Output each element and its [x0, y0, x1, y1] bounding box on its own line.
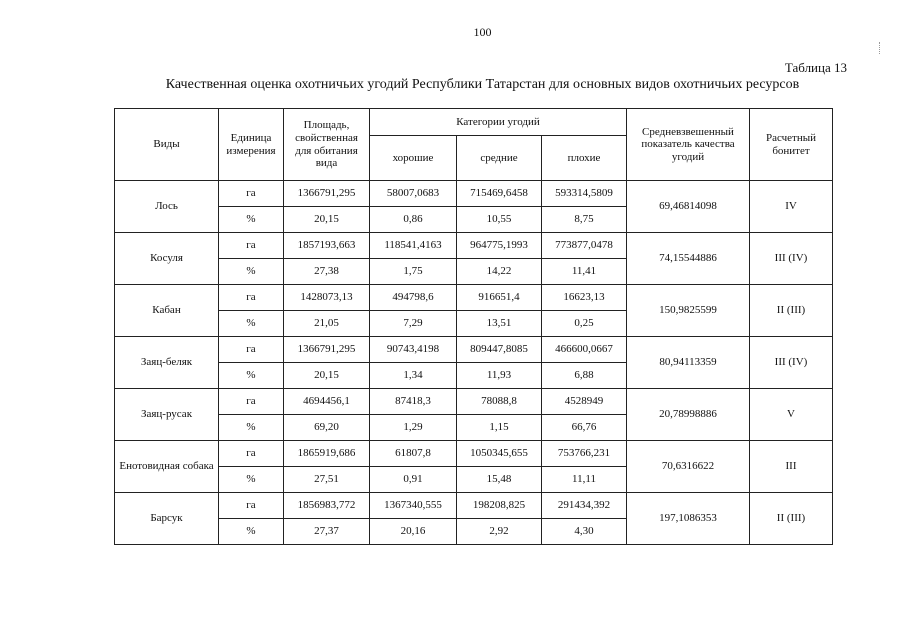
table-row: [115, 441, 833, 467]
weighted-cell: 197,1086353: [627, 493, 750, 545]
header-categories: Категории угодий: [370, 109, 627, 136]
unit-cell: %: [219, 519, 284, 545]
unit-cell: га: [219, 233, 284, 259]
unit-cell: %: [219, 467, 284, 493]
species-cell: Заяц-беляк: [115, 337, 219, 389]
weighted-cell: 80,94113359: [627, 337, 750, 389]
good-cell: 7,29: [370, 311, 457, 337]
unit-cell: %: [219, 415, 284, 441]
table-row: [115, 285, 833, 311]
good-cell: 1,75: [370, 259, 457, 285]
bad-cell: 753766,231: [542, 441, 627, 467]
species-cell: Енотовидная собака: [115, 441, 219, 493]
unit-cell: га: [219, 181, 284, 207]
species-cell: Барсук: [115, 493, 219, 545]
medium-cell: 78088,8: [457, 389, 542, 415]
area-cell: 27,38: [284, 259, 370, 285]
species-cell: Лось: [115, 181, 219, 233]
medium-cell: 13,51: [457, 311, 542, 337]
bad-cell: 593314,5809: [542, 181, 627, 207]
area-cell: 27,51: [284, 467, 370, 493]
area-cell: 1856983,772: [284, 493, 370, 519]
bad-cell: 773877,0478: [542, 233, 627, 259]
good-cell: 58007,0683: [370, 181, 457, 207]
species-cell: Косуля: [115, 233, 219, 285]
good-cell: 61807,8: [370, 441, 457, 467]
area-cell: 1366791,295: [284, 181, 370, 207]
bonitet-cell: III (IV): [750, 337, 833, 389]
bad-cell: 4,30: [542, 519, 627, 545]
bad-cell: 6,88: [542, 363, 627, 389]
weighted-cell: 70,6316622: [627, 441, 750, 493]
area-cell: 4694456,1: [284, 389, 370, 415]
medium-cell: 11,93: [457, 363, 542, 389]
good-cell: 0,86: [370, 207, 457, 233]
good-cell: 1367340,555: [370, 493, 457, 519]
table-caption: Таблица 13: [784, 60, 847, 75]
medium-cell: 1050345,655: [457, 441, 542, 467]
header-unit: Единица измерения: [219, 109, 284, 181]
medium-cell: 809447,8085: [457, 337, 542, 363]
bad-cell: 291434,392: [542, 493, 627, 519]
bad-cell: 4528949: [542, 389, 627, 415]
medium-cell: 715469,6458: [457, 181, 542, 207]
species-cell: Заяц-русак: [115, 389, 219, 441]
good-cell: 118541,4163: [370, 233, 457, 259]
area-cell: 1366791,295: [284, 337, 370, 363]
good-cell: 494798,6: [370, 285, 457, 311]
bonitet-cell: II (III): [750, 285, 833, 337]
weighted-cell: 20,78998886: [627, 389, 750, 441]
area-cell: 20,15: [284, 363, 370, 389]
medium-cell: 198208,825: [457, 493, 542, 519]
table-row: [115, 337, 833, 363]
unit-cell: га: [219, 337, 284, 363]
medium-cell: 15,48: [457, 467, 542, 493]
good-cell: 0,91: [370, 467, 457, 493]
header-row-top: [115, 109, 833, 136]
header-medium: средние: [457, 136, 542, 181]
area-cell: 69,20: [284, 415, 370, 441]
header-good: хорошие: [370, 136, 457, 181]
table-title: Качественная оценка охотничьих угодий Республики Татарстан для основных видов охотничьих ресурсов: [165, 77, 800, 92]
medium-cell: 2,92: [457, 519, 542, 545]
unit-cell: га: [219, 389, 284, 415]
medium-cell: 10,55: [457, 207, 542, 233]
header-weighted: Средневзвешенный показатель качества угодий: [627, 109, 750, 181]
table-row: [115, 233, 833, 259]
unit-cell: %: [219, 311, 284, 337]
area-cell: 1428073,13: [284, 285, 370, 311]
bonitet-cell: II (III): [750, 493, 833, 545]
good-cell: 20,16: [370, 519, 457, 545]
good-cell: 87418,3: [370, 389, 457, 415]
medium-cell: 964775,1993: [457, 233, 542, 259]
bad-cell: 11,41: [542, 259, 627, 285]
bad-cell: 16623,13: [542, 285, 627, 311]
table-row: [115, 181, 833, 207]
area-cell: 1857193,663: [284, 233, 370, 259]
good-cell: 1,29: [370, 415, 457, 441]
header-area: Площадь, свойственная для обитания вида: [284, 109, 370, 181]
medium-cell: 14,22: [457, 259, 542, 285]
medium-cell: 916651,4: [457, 285, 542, 311]
bonitet-cell: III: [750, 441, 833, 493]
unit-cell: га: [219, 493, 284, 519]
data-table: [114, 108, 833, 545]
table-row: [115, 493, 833, 519]
unit-cell: %: [219, 363, 284, 389]
unit-cell: га: [219, 285, 284, 311]
area-cell: 27,37: [284, 519, 370, 545]
unit-cell: %: [219, 259, 284, 285]
area-cell: 20,15: [284, 207, 370, 233]
good-cell: 1,34: [370, 363, 457, 389]
bonitet-cell: IV: [750, 181, 833, 233]
weighted-cell: 150,9825599: [627, 285, 750, 337]
bonitet-cell: III (IV): [750, 233, 833, 285]
margin-mark: [879, 42, 881, 54]
header-species: Виды: [115, 109, 219, 181]
table-row: [115, 389, 833, 415]
bad-cell: 8,75: [542, 207, 627, 233]
table-body: [115, 181, 833, 545]
header-bad: плохие: [542, 136, 627, 181]
area-cell: 1865919,686: [284, 441, 370, 467]
medium-cell: 1,15: [457, 415, 542, 441]
unit-cell: %: [219, 207, 284, 233]
species-cell: Кабан: [115, 285, 219, 337]
weighted-cell: 69,46814098: [627, 181, 750, 233]
weighted-cell: 74,15544886: [627, 233, 750, 285]
bad-cell: 66,76: [542, 415, 627, 441]
bad-cell: 0,25: [542, 311, 627, 337]
area-cell: 21,05: [284, 311, 370, 337]
bad-cell: 466600,0667: [542, 337, 627, 363]
unit-cell: га: [219, 441, 284, 467]
page-number: 100: [473, 25, 492, 39]
bad-cell: 11,11: [542, 467, 627, 493]
bonitet-cell: V: [750, 389, 833, 441]
header-bonitet: Расчетный бонитет: [750, 109, 833, 181]
good-cell: 90743,4198: [370, 337, 457, 363]
